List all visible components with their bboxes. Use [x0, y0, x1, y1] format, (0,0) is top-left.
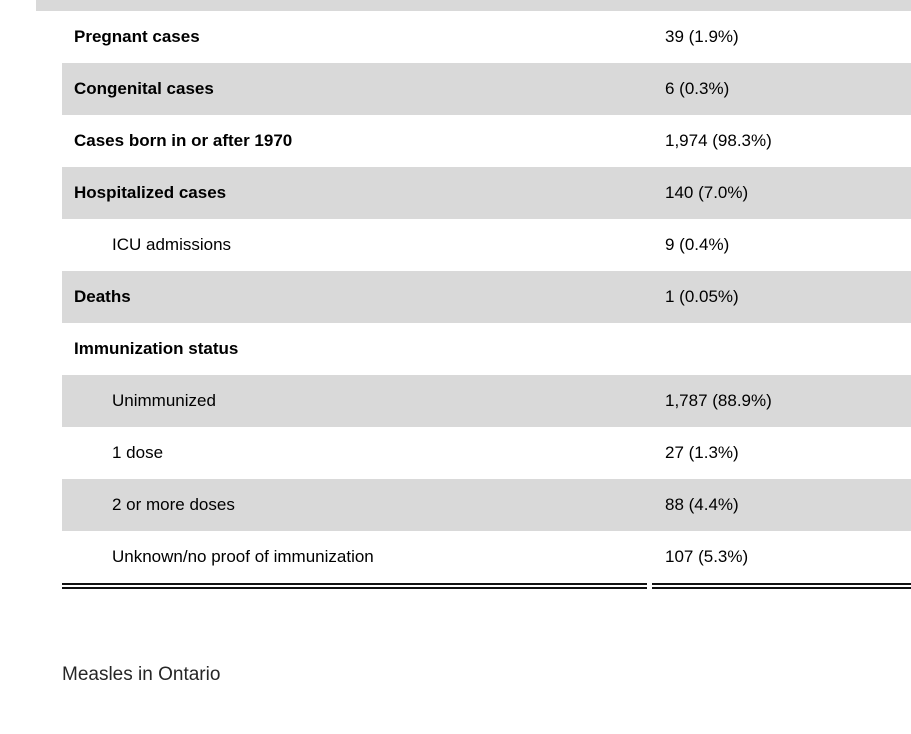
table-row — [62, 427, 911, 479]
row-label: Congenital cases — [74, 78, 214, 98]
row-value: 1,974 (98.3%) — [665, 130, 772, 150]
row-value: 6 (0.3%) — [665, 78, 730, 98]
table-row — [62, 219, 911, 271]
row-label: Unimmunized — [112, 390, 216, 410]
row-value: 1,787 (88.9%) — [665, 390, 772, 410]
table-row — [62, 63, 911, 115]
row-value: 107 (5.3%) — [665, 546, 749, 566]
row-label: 2 or more doses — [112, 494, 235, 514]
row-value: 1 (0.05%) — [665, 286, 739, 306]
row-label: Deaths — [74, 286, 131, 306]
row-label: Immunization status — [74, 338, 239, 358]
table-row — [62, 11, 911, 63]
page-caption: Measles in Ontario — [62, 664, 221, 685]
row-label: Hospitalized cases — [74, 182, 227, 202]
table-row — [62, 323, 911, 375]
row-label: Unknown/no proof of immunization — [112, 546, 374, 566]
table-row — [62, 479, 911, 531]
table-row — [62, 167, 911, 219]
row-label: 1 dose — [112, 442, 164, 462]
cases-table — [62, 11, 911, 583]
table-row — [62, 271, 911, 323]
table-row — [62, 375, 911, 427]
table-cutoff-row — [36, 0, 911, 11]
row-label: ICU admissions — [112, 234, 232, 254]
row-label: Cases born in or after 1970 — [74, 130, 293, 150]
table-bottom-border-left-segment — [62, 583, 647, 589]
table-row — [62, 531, 911, 583]
row-value: 27 (1.3%) — [665, 442, 739, 462]
row-value: 39 (1.9%) — [665, 26, 739, 46]
table-bottom-border — [62, 583, 911, 589]
row-label: Pregnant cases — [74, 26, 200, 46]
table-bottom-border-right-segment — [652, 583, 911, 589]
row-value: 9 (0.4%) — [665, 234, 730, 254]
table-row — [62, 115, 911, 167]
row-value — [650, 323, 911, 375]
row-value: 88 (4.4%) — [665, 494, 739, 514]
row-value: 140 (7.0%) — [665, 182, 749, 202]
